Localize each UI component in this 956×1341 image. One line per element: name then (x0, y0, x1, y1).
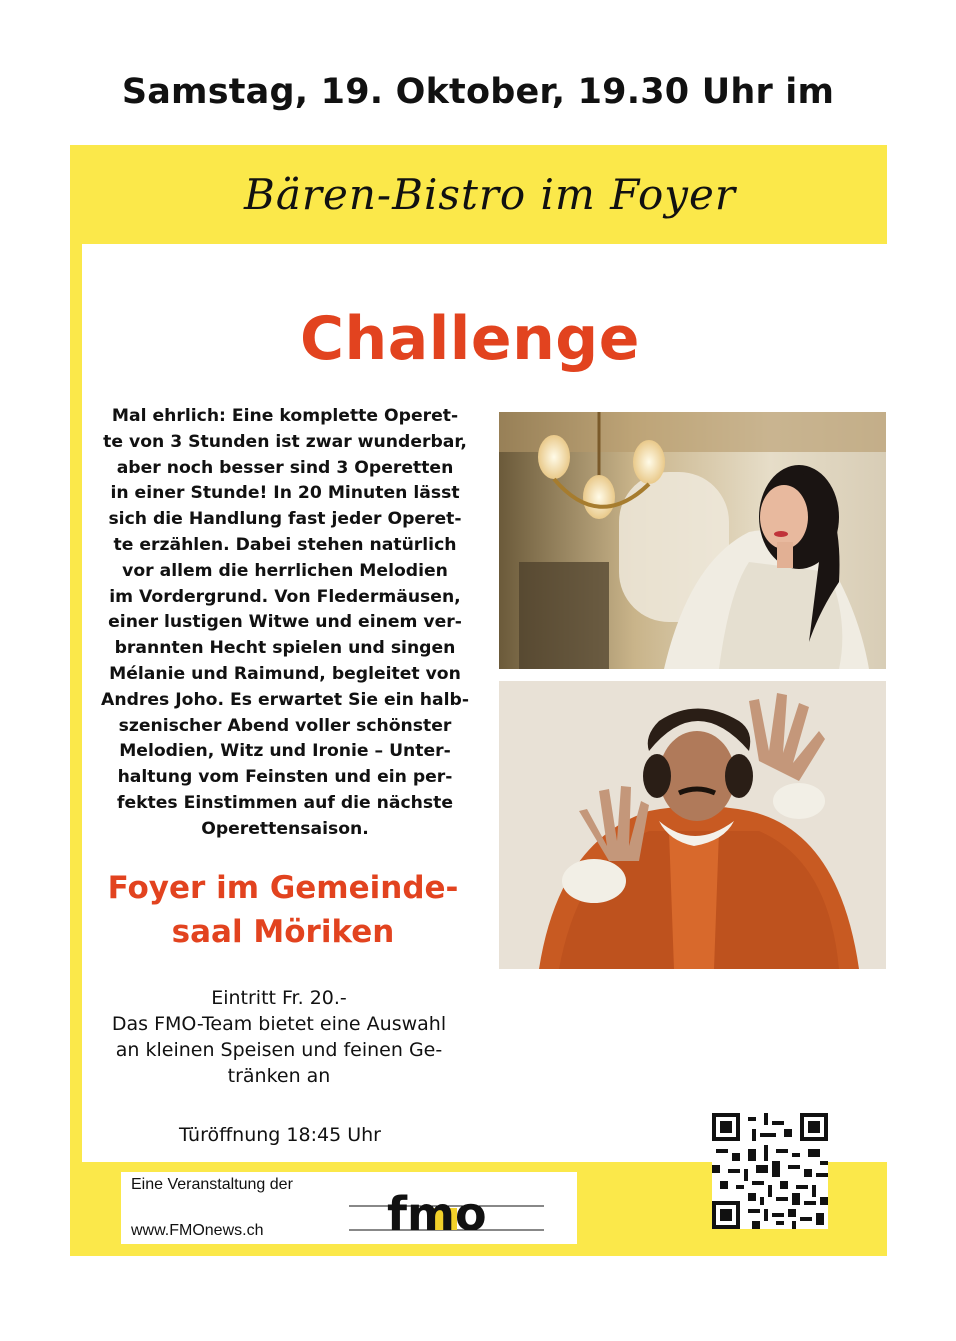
venue-name (84, 866, 482, 954)
info-line: Das FMO-Team bietet eine Auswahl (111, 1013, 447, 1035)
description-line: Melodien, Witz und Ironie – Unter- (119, 741, 451, 762)
footer-box (121, 1172, 577, 1244)
organizer-label: Eine Veranstaltung der (131, 1176, 293, 1193)
info-line: Eintritt Fr. 20.- (211, 987, 347, 1009)
svg-text:fmo: fmo (387, 1187, 487, 1238)
banner-title: Bären-Bistro im Foyer (244, 170, 736, 219)
description-line: te erzählen. Dabei stehen natürlich (113, 534, 457, 555)
description-line: brannten Hecht spielen und singen (114, 638, 456, 659)
description-line: sich die Handlung fast jeder Operet- (108, 509, 462, 530)
website-link[interactable]: www.FMOnews.ch (131, 1222, 264, 1239)
event-title: Challenge (300, 304, 640, 374)
singer-photo (499, 412, 886, 669)
description-line: haltung vom Feinsten und ein per- (117, 767, 453, 788)
description-line: szenischer Abend voller schönster (118, 715, 452, 736)
description-line: fektes Einstimmen auf die nächste (116, 792, 454, 813)
event-date-line: Samstag, 19. Oktober, 19.30 Uhr im (121, 72, 835, 112)
door-opening-time: Türöffnung 18:45 Uhr (179, 1124, 381, 1146)
venue-line: saal Möriken (171, 914, 395, 950)
qr-code[interactable] (712, 1113, 828, 1229)
description-line: vor allem die herrlichen Melodien (122, 560, 448, 581)
fmo-logo (349, 1178, 549, 1238)
info-line: an kleinen Speisen und feinen Ge- (115, 1039, 443, 1061)
description-line: Andres Joho. Es erwartet Sie ein halb- (101, 689, 469, 710)
description-line: einer lustigen Witwe und einem ver- (108, 612, 462, 633)
description-line: Mal ehrlich: Eine komplette Operet- (111, 406, 459, 426)
admission-info (80, 985, 478, 1089)
description-line: Operettensaison. (201, 818, 369, 839)
description-line: im Vordergrund. Von Fledermäusen, (109, 586, 461, 607)
description-line: in einer Stunde! In 20 Minuten lässt (110, 483, 460, 504)
info-line: tränken an (227, 1065, 331, 1087)
description-line: te von 3 Stunden ist zwar wunderbar, (103, 431, 467, 452)
description-line: Mélanie und Raimund, begleitet von (109, 663, 461, 684)
event-description (86, 404, 484, 843)
description-line: aber noch besser sind 3 Operetten (116, 457, 454, 478)
performer-photo (499, 681, 886, 969)
venue-line: Foyer im Gemeinde- (107, 870, 459, 906)
